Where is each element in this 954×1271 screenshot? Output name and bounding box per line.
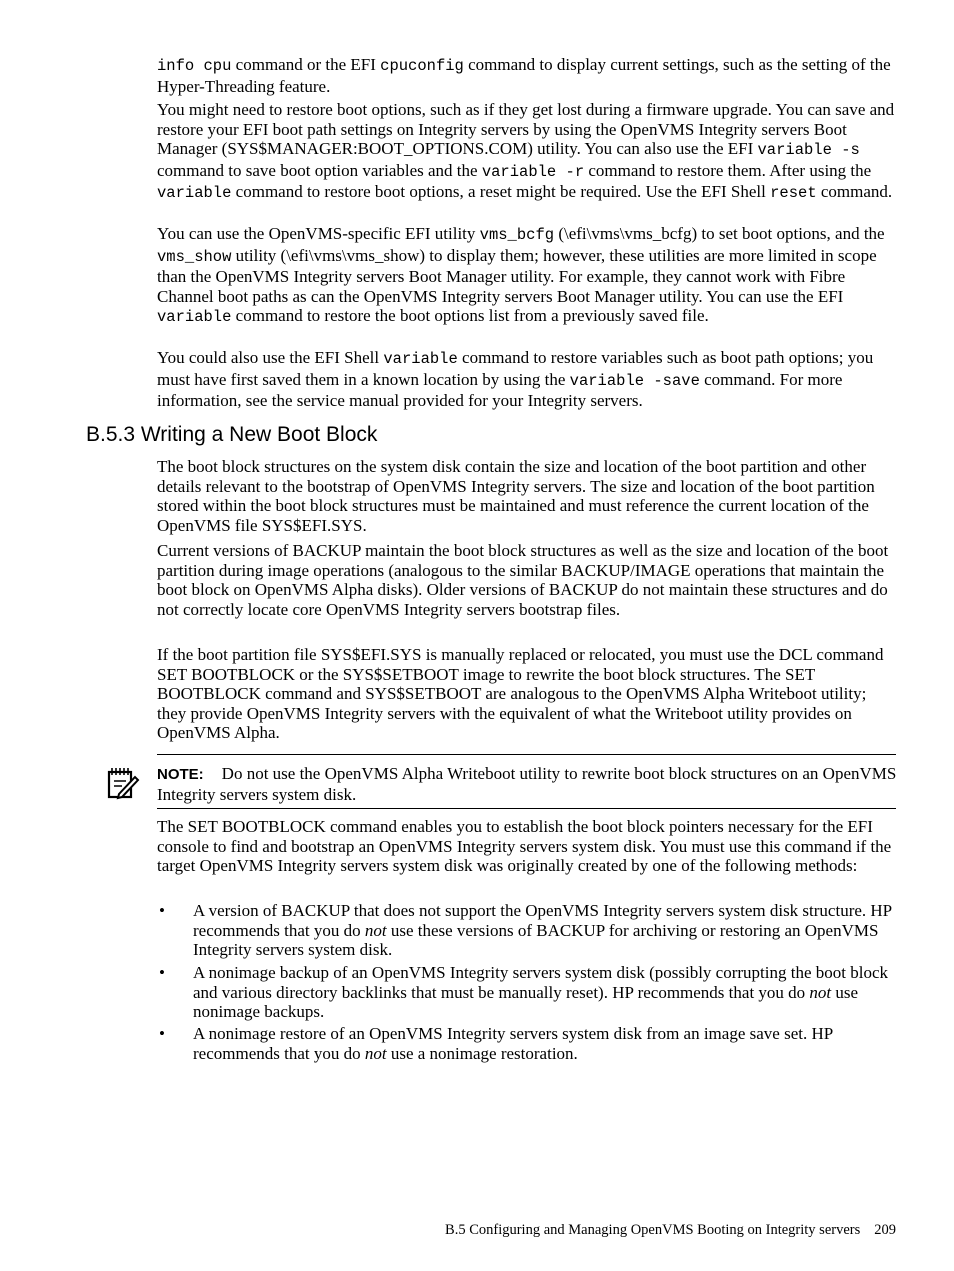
paragraph-set-bootblock: If the boot partition file SYS$EFI.SYS is manually replaced or relocated, you must use the DCL command SET BOOTBLOCK or the SYS$SETBOOT image to rewrite the boot block structures. The SET BOOTBLOCK command and SYS$SETBOOT are analogous to the OpenVMS Alpha Writeboot utility; they provide OpenVMS Integrity servers with the equivalent of what the Writeboot utility provides on OpenVMS Alpha.: [157, 645, 884, 743]
inline-code: cpuconfig: [380, 57, 464, 75]
text-run: You could also use the EFI Shell: [157, 348, 384, 367]
inline-code: variable -r: [481, 162, 585, 181]
text-run: command to restore variables such as boot path options; you must have first saved them in a known location by using the: [157, 348, 874, 389]
paragraph-restore-boot-options: [157, 100, 897, 204]
inline-code: vms_bcfg: [479, 226, 555, 244]
paragraph-vms-bcfg: [157, 224, 897, 328]
note-bottom-rule: [157, 808, 896, 809]
inline-code: variable: [383, 350, 458, 368]
note-text: Do not use the OpenVMS Alpha Writeboot utility to rewrite boot block structures on an OpenVMS Integrity servers system disk.: [157, 764, 897, 804]
text-run: command. For more information, see the service manual provided for your Integrity servers.: [157, 369, 843, 411]
inline-code: info cpu: [157, 57, 232, 75]
text-run: A nonimage backup of an OpenVMS Integrity servers system disk (possibly corrupting the boot block and various directory backlinks that must be manually reset). HP recommends that you do: [193, 963, 888, 1002]
paragraph-efi-shell-variable: [157, 348, 897, 411]
text-run: command to restore them. After using the: [584, 160, 872, 180]
note-callout: [157, 764, 897, 805]
emphasis: not: [809, 982, 832, 1002]
list-item-text: [193, 901, 897, 960]
bullet-marker: •: [159, 1024, 165, 1043]
text-run: command to restore the boot options list from a previously saved file.: [231, 306, 709, 326]
text-run: command or the EFI: [231, 55, 381, 74]
text-run: utility (\efi\vms\vms_show) to display them; however, these utilities are more limited in scope than the OpenVMS Integrity servers Boot Manager utility. For example, they cannot work with Fibre Channel boot paths as can the OpenVMS Integrity servers Boot Manager utility. You can use the EFI: [157, 245, 877, 306]
paragraph-backup-versions: Current versions of BACKUP maintain the boot block structures as well as the size and location of the boot partition during image operations (analogous to the similar BACKUP/IMAGE operations that maintain the boot block on OpenVMS Alpha disks). Older versions of BACKUP do not maintain these structures and do not correctly locate core OpenVMS Integrity servers bootstrap files.: [157, 541, 889, 619]
text-run: command.: [816, 182, 893, 202]
page-footer: [445, 1222, 896, 1239]
section-heading: B.5.3 Writing a New Boot Block: [86, 423, 378, 446]
note-label: NOTE:: [157, 766, 204, 783]
inline-code: variable -s: [757, 141, 860, 160]
emphasis: not: [364, 920, 387, 940]
text-run: A version of BACKUP that does not support the OpenVMS Integrity servers system disk structure. HP recommends that you do: [193, 901, 892, 940]
paragraph-efi-cpu-info: [157, 55, 897, 96]
inline-code: variable -save: [569, 371, 700, 390]
text-run: A nonimage restore of an OpenVMS Integrity servers system disk from an image save set. HP recommends that you do: [193, 1024, 833, 1063]
text-run: use these versions of BACKUP for archiving or restoring an OpenVMS Integrity servers system disk.: [193, 920, 879, 960]
text-run: command to restore boot options, a reset might be required. Use the EFI Shell: [231, 182, 771, 202]
text-run: use a nonimage restoration.: [386, 1043, 578, 1063]
paragraph-boot-block-structures: The boot block structures on the system disk contain the size and location of the boot partition and other details relevant to the bootstrap of OpenVMS Integrity servers. The size and location of the boot partition stored within the boot block structures must be maintained and must reference the current location of the OpenVMS file SYS$EFI.SYS.: [157, 457, 875, 535]
footer-section-title: B.5 Configuring and Managing OpenVMS Booting on Integrity servers: [445, 1222, 861, 1238]
text-run: You might need to restore boot options, such as if they get lost during a firmware upgrade. You can save and restore your EFI boot path settings on Integrity servers by using the OpenVMS Integrity servers Boot Manager (SYS$MANAGER:BOOT_OPTIONS.COM) utility. You can also use the EFI: [157, 100, 895, 159]
text-run: (\efi\vms\vms_bcfg) to set boot options, and the: [554, 224, 885, 243]
paragraph-set-bootblock-usage: The SET BOOTBLOCK command enables you to establish the boot block pointers necessary for the EFI console to find and bootstrap an OpenVMS Integrity servers system disk. You must use this command if the target OpenVMS Integrity servers system disk was originally created by one of the following methods:: [157, 817, 892, 876]
inline-code: vms_show: [157, 247, 232, 266]
text-run: use nonimage backups.: [193, 982, 859, 1022]
note-pencil-icon: [106, 766, 140, 800]
emphasis: not: [364, 1043, 387, 1063]
text-run: command to display current settings, such as the setting of the Hyper-Threading feature.: [157, 55, 891, 96]
list-item-text: [193, 1024, 897, 1063]
text-run: command to save boot option variables and the: [157, 160, 482, 180]
bullet-marker: •: [159, 901, 165, 920]
note-top-rule: [157, 754, 896, 755]
inline-code: variable: [157, 184, 232, 203]
text-run: You can use the OpenVMS-specific EFI utility: [157, 224, 480, 243]
page-number: 209: [874, 1222, 896, 1238]
bullet-marker: •: [159, 963, 165, 982]
inline-code: variable: [157, 308, 232, 327]
list-item-text: [193, 963, 897, 1022]
inline-code: reset: [770, 184, 817, 203]
